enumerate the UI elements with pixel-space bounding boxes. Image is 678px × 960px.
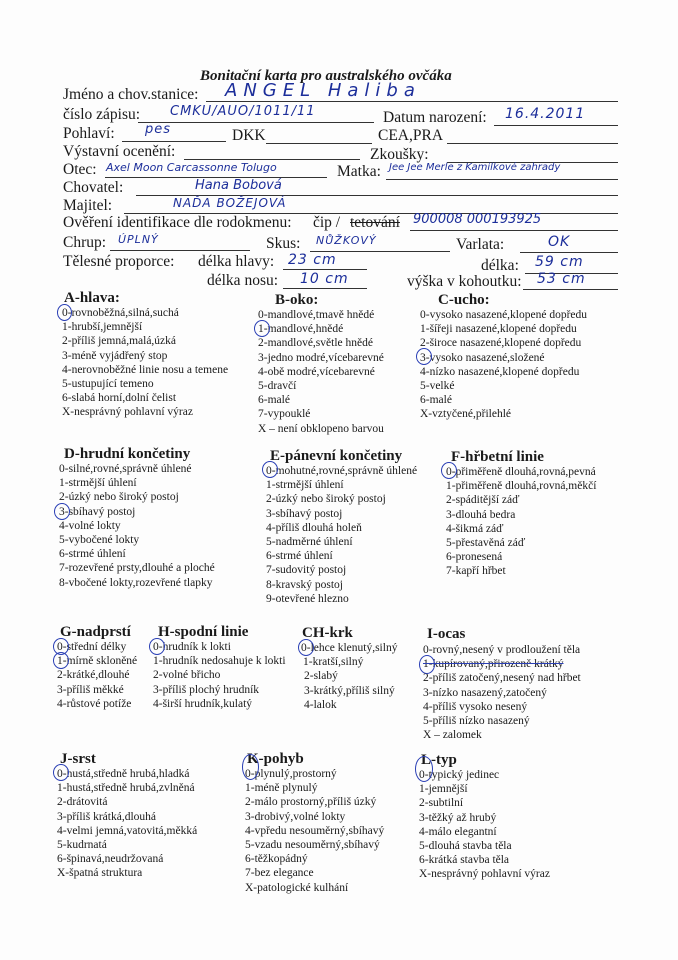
option-c-2[interactable]: 2-široce nasazené,klopené dopředu <box>420 337 582 350</box>
option-e-0[interactable]: 0-mohutné,rovné,správně úhlené <box>266 465 418 477</box>
birthdate-label: Datum narození: <box>383 109 487 126</box>
withers-height-value: 53 cm <box>537 271 586 287</box>
option-l-6[interactable]: 6-krátká stavba těla <box>419 854 510 867</box>
section-l-title: L-typ <box>421 752 457 768</box>
option-h-3[interactable]: 3-příliš plochý hrudník <box>153 683 260 696</box>
option-f-7[interactable]: 7-kapří hřbet <box>446 565 506 578</box>
option-i-1-text: 1-kupírovaný,přirozeně krátký <box>423 658 564 671</box>
option-ch-0[interactable]: 0-lehce klenutý,silný <box>301 642 398 654</box>
option-l-4[interactable]: 4-málo elegantní <box>419 825 497 838</box>
option-j-1[interactable]: 1-hustá,středně hrubá,zvlněná <box>57 782 195 795</box>
option-i-2[interactable]: 2-příliš zatočený,nesený nad hřbet <box>423 672 581 685</box>
birthdate-value: 16.4.2011 <box>505 106 586 122</box>
option-h-4[interactable]: 4-širší hrudník,kulatý <box>153 697 253 710</box>
option-ch-3[interactable]: 3-krátký,příliš silný <box>304 684 395 697</box>
option-b-5[interactable]: 5-dravčí <box>258 380 297 393</box>
chip-label: čip / <box>313 214 341 231</box>
proportions-label: Tělesné proporce: <box>63 253 175 270</box>
section-ch-options <box>301 641 397 712</box>
section-f-title: F-hřbetní linie <box>451 449 544 465</box>
option-a-7[interactable]: X-nesprávný pohlavní výraz <box>62 406 193 419</box>
owner-label: Majitel: <box>63 197 113 214</box>
option-c-4[interactable]: 4-nízko nasazené,klopené dopředu <box>420 365 580 378</box>
section-d-title: D-hrudní končetiny <box>64 446 191 462</box>
option-b-x[interactable]: X – není obklopeno barvou <box>258 422 384 435</box>
option-e-9[interactable]: 9-otevřené hlezno <box>266 592 349 605</box>
option-d-1[interactable]: 1-strmější úhlení <box>59 477 137 490</box>
option-j-6[interactable]: 6-špinavá,neudržovaná <box>57 853 164 866</box>
option-d-4[interactable]: 4-volné lokty <box>59 519 121 532</box>
section-l-options <box>419 768 550 882</box>
selection-circle-c <box>416 348 432 365</box>
name-value: ANGEL Haliba <box>225 80 421 101</box>
option-f-0[interactable]: 0-přiměřeně dlouhá,rovná,pevná <box>446 466 596 478</box>
section-a-title: A-hlava: <box>64 290 120 306</box>
body-length-value: 59 cm <box>535 254 584 270</box>
bite-label: Skus: <box>266 235 301 252</box>
option-f-5[interactable]: 5-přestavěná záď <box>446 537 526 550</box>
testicles-underline <box>520 252 618 253</box>
withers-height-underline <box>523 289 618 290</box>
option-a-4[interactable]: 4-nerovnoběžné linie nosu a temene <box>62 363 229 376</box>
option-e-3[interactable]: 3-sbíhavý postoj <box>266 507 343 520</box>
option-j-4[interactable]: 4-velmi jemná,vatovitá,měkká <box>57 824 198 837</box>
option-a-0[interactable]: 0-rovnoběžná,silná,suchá <box>62 307 179 319</box>
section-j-options <box>57 767 197 881</box>
option-k-5[interactable]: 5-vzadu nesouměrný,sbíhavý <box>245 839 380 852</box>
option-b-0[interactable]: 0-mandlové,tmavě hnědé <box>258 309 375 321</box>
option-g-3[interactable]: 3-příliš měkké <box>57 683 124 696</box>
breeder-label: Chovatel: <box>63 179 124 196</box>
section-h-options <box>153 640 286 711</box>
option-b-1[interactable]: 1-mandlové,hnědé <box>258 323 344 336</box>
option-c-5[interactable]: 5-velké <box>420 380 455 393</box>
option-e-7[interactable]: 7-sudovitý postoj <box>266 564 347 577</box>
selection-circle-a <box>57 304 72 321</box>
identification-label: Ověření identifikace dle rodokmenu: <box>63 214 292 231</box>
section-c-options <box>420 308 587 422</box>
option-j-3[interactable]: 3-příliš krátká,dlouhá <box>57 810 157 823</box>
option-e-5[interactable]: 5-nadměrné úhlení <box>266 536 353 549</box>
name-label: Jméno a chov.stanice: <box>63 86 199 103</box>
sex-underline <box>122 141 226 142</box>
option-k-x[interactable]: X-patologické kulhání <box>245 881 349 894</box>
selection-circle-k <box>242 754 259 780</box>
bite-value: NŮŽKOVÝ <box>316 234 377 247</box>
option-i-x[interactable]: X – zalomek <box>423 729 482 742</box>
section-h-title: H-spodní linie <box>158 624 249 640</box>
option-ch-2[interactable]: 2-slabý <box>304 670 338 683</box>
section-b-options <box>258 308 384 436</box>
option-b-4[interactable]: 4-obě modré,vícebarevné <box>258 365 375 378</box>
selection-circle-h <box>149 638 165 655</box>
option-k-4[interactable]: 4-vpředu nesouměrný,sbíhavý <box>245 824 385 837</box>
option-h-2[interactable]: 2-volné břicho <box>153 669 221 682</box>
cea-underline <box>447 143 618 144</box>
option-g-4[interactable]: 4-růstové potíže <box>57 697 132 710</box>
selection-circle-d <box>54 503 70 520</box>
option-k-6[interactable]: 6-těžkopádný <box>245 853 308 866</box>
option-e-8[interactable]: 8-kravský postoj <box>266 578 343 591</box>
head-length-label: délka hlavy: <box>198 253 275 270</box>
registration-value: CMKU/AUO/1011/11 <box>170 104 316 119</box>
option-g-0[interactable]: 0-střední délky <box>57 641 127 653</box>
option-c-1[interactable]: 1-šířeji nasazené,klopené dopředu <box>420 323 577 336</box>
selection-circle-e <box>262 461 278 478</box>
selection-circle-g1 <box>53 652 69 669</box>
section-i-title: I-ocas <box>427 626 466 642</box>
option-d-6[interactable]: 6-strmé úhlení <box>59 548 126 561</box>
option-b-6[interactable]: 6-malé <box>258 394 290 407</box>
cea-label: CEA,PRA <box>378 127 444 144</box>
option-l-1[interactable]: 1-jemnější <box>419 783 468 796</box>
option-a-5[interactable]: 5-ustupující temeno <box>62 378 154 391</box>
option-k-3[interactable]: 3-drobivý,volné lokty <box>245 810 346 823</box>
nose-length-label: délka nosu: <box>207 272 279 289</box>
option-k-2[interactable]: 2-málo prostorný,příliš úzký <box>245 796 377 809</box>
option-a-3[interactable]: 3-méně vyjádřený stop <box>62 349 168 362</box>
option-d-2[interactable]: 2-úzký nebo široký postoj <box>59 491 179 504</box>
section-e-options <box>266 464 417 606</box>
nose-length-value: 10 cm <box>300 271 349 287</box>
option-f-1[interactable]: 1-přiměřeně dlouhá,rovná,měkčí <box>446 480 597 493</box>
option-g-1[interactable]: 1-mírně skloněné <box>57 655 138 668</box>
option-e-4[interactable]: 4-příliš dlouhá holeň <box>266 521 362 534</box>
option-i-5[interactable]: 5-příliš nízko nasazený <box>423 715 530 728</box>
option-b-2[interactable]: 2-mandlové,světle hnědé <box>258 337 373 350</box>
teeth-value: ÚPLNÝ <box>118 233 159 246</box>
option-e-6[interactable]: 6-strmé úhlení <box>266 550 333 563</box>
option-b-7[interactable]: 7-vypouklé <box>258 408 311 421</box>
section-j-title: J-srst <box>60 751 96 767</box>
option-c-3[interactable]: 3-vysoko nasazené,složené <box>420 351 545 364</box>
selection-circle-b <box>254 320 270 337</box>
selection-circle-f <box>441 462 457 479</box>
teeth-label: Chrup: <box>63 234 107 251</box>
option-a-6[interactable]: 6-slabá horní,dolní čelist <box>62 392 177 405</box>
option-d-0[interactable]: 0-silné,rovné,správně úhlené <box>59 463 192 475</box>
option-d-8[interactable]: 8-vbočené lokty,rozevřené tlapky <box>59 576 213 589</box>
option-d-7[interactable]: 7-rozevřené prsty,dlouhé a ploché <box>59 562 215 575</box>
nose-length-underline <box>283 288 367 289</box>
head-length-underline <box>283 269 367 270</box>
option-k-7[interactable]: 7-bez elegance <box>245 867 314 880</box>
registration-label: číslo zápisu: <box>63 106 141 123</box>
selection-circle-j <box>53 764 69 781</box>
sex-label: Pohlaví: <box>63 125 115 142</box>
chip-value: 900008 000193925 <box>413 212 542 227</box>
section-k-title: K-pohyb <box>247 751 304 767</box>
option-g-2[interactable]: 2-krátké,dlouhé <box>57 669 130 682</box>
option-e-1[interactable]: 1-strmější úhlení <box>266 479 344 492</box>
registration-underline <box>138 122 374 123</box>
birthdate-underline <box>494 125 618 126</box>
section-ch-title: CH-krk <box>302 625 353 641</box>
option-j-2[interactable]: 2-drátovitá <box>57 796 108 809</box>
section-i-options <box>423 643 581 742</box>
option-c-x[interactable]: X-vztyčené,přilehlé <box>420 408 511 421</box>
section-k-options <box>245 767 384 895</box>
option-i-3[interactable]: 3-nízko nasazený,zatočený <box>423 686 547 699</box>
head-length-value: 23 cm <box>288 252 337 268</box>
option-f-2[interactable]: 2-spáditější záď <box>446 494 520 507</box>
section-e-title: E-pánevní končetiny <box>270 448 403 464</box>
chip-underline <box>410 230 618 231</box>
sex-value: pes <box>145 122 172 137</box>
option-i-4[interactable]: 4-příliš vysoko nesený <box>423 700 528 713</box>
selection-circle-l <box>415 756 433 782</box>
dkk-label: DKK <box>232 127 266 144</box>
option-e-2[interactable]: 2-úzký nebo široký postoj <box>266 493 386 506</box>
option-b-3[interactable]: 3-jedno modré,vícebarevné <box>258 351 384 364</box>
option-f-3[interactable]: 3-dlouhá bedra <box>446 508 516 521</box>
testicles-value: OK <box>548 234 571 250</box>
option-l-5[interactable]: 5-dlouhá stavba těla <box>419 840 512 853</box>
section-g-options <box>57 640 137 711</box>
option-i-0[interactable]: 0-rovný,nesený v prodloužení těla <box>423 644 581 656</box>
awards-underline <box>184 159 360 160</box>
option-h-0[interactable]: 0-hrudník k lokti <box>153 641 231 653</box>
option-ch-1[interactable]: 1-kratší,silný <box>303 656 364 669</box>
sire-value: Axel Moon Carcassonne Tolugo <box>106 161 277 174</box>
name-underline <box>206 101 618 102</box>
awards-label: Výstavní ocenění: <box>63 143 176 160</box>
option-k-0[interactable]: 0-plynulý,prostorný <box>245 768 337 780</box>
breeder-value: Hana Bobová <box>195 178 282 193</box>
option-j-0[interactable]: 0-hustá,středně hrubá,hladká <box>57 768 190 780</box>
teeth-underline <box>110 250 250 251</box>
section-g-title: G-nadprstí <box>60 624 131 640</box>
option-l-x[interactable]: X-nesprávný pohlavní výraz <box>419 868 550 881</box>
dam-underline <box>386 179 618 180</box>
page-title: Bonitační karta pro australského ovčáka <box>200 68 452 84</box>
section-b-title: B-oko: <box>275 292 319 308</box>
withers-height-label: výška v kohoutku: <box>407 273 522 290</box>
option-j-x[interactable]: X-špatná struktura <box>57 867 143 880</box>
section-a-options <box>62 306 228 420</box>
sire-label: Otec: <box>63 161 97 178</box>
section-d-options <box>59 462 215 590</box>
option-j-5[interactable]: 5-kudrnatá <box>57 839 107 852</box>
option-i-1[interactable] <box>423 657 581 671</box>
option-l-0[interactable]: 0-typický jedinec <box>419 769 500 781</box>
option-d-5[interactable]: 5-vybočené lokty <box>59 534 140 547</box>
exams-label: Zkoušky: <box>370 146 429 163</box>
option-a-1[interactable]: 1-hrubší,jemnější <box>62 321 143 334</box>
body-length-label: délka: <box>481 257 519 274</box>
selection-circle-ch <box>298 639 314 656</box>
option-c-6[interactable]: 6-malé <box>420 394 452 407</box>
section-c-title: C-ucho: <box>438 292 490 308</box>
tattoo-label: tetování <box>350 214 400 231</box>
dkk-underline <box>266 143 372 144</box>
option-c-0[interactable]: 0-vysoko nasazené,klopené dopředu <box>420 309 588 321</box>
option-k-1[interactable]: 1-méně plynulý <box>245 782 318 795</box>
option-f-4[interactable]: 4-šikmá záď <box>446 522 504 535</box>
option-l-2[interactable]: 2-subtilní <box>419 797 464 810</box>
selection-circle-i <box>419 655 435 674</box>
option-ch-4[interactable]: 4-lalok <box>304 698 337 711</box>
dam-value: Jee Jee Merle z Kamilkové zahrady <box>389 162 561 173</box>
option-a-2[interactable]: 2-příliš jemná,malá,úzká <box>62 335 177 348</box>
option-f-6[interactable]: 6-pronesená <box>446 551 503 564</box>
section-f-options <box>446 465 596 579</box>
option-l-3[interactable]: 3-těžký až hrubý <box>419 811 497 824</box>
dam-label: Matka: <box>337 163 381 180</box>
owner-value: NAĎA BOŽEJOVÁ <box>173 196 287 210</box>
testicles-label: Varlata: <box>456 236 505 253</box>
option-d-3[interactable]: 3-sbíhavý postoj <box>59 505 136 518</box>
option-h-1[interactable]: 1-hrudník nedosahuje k lokti <box>153 655 286 668</box>
